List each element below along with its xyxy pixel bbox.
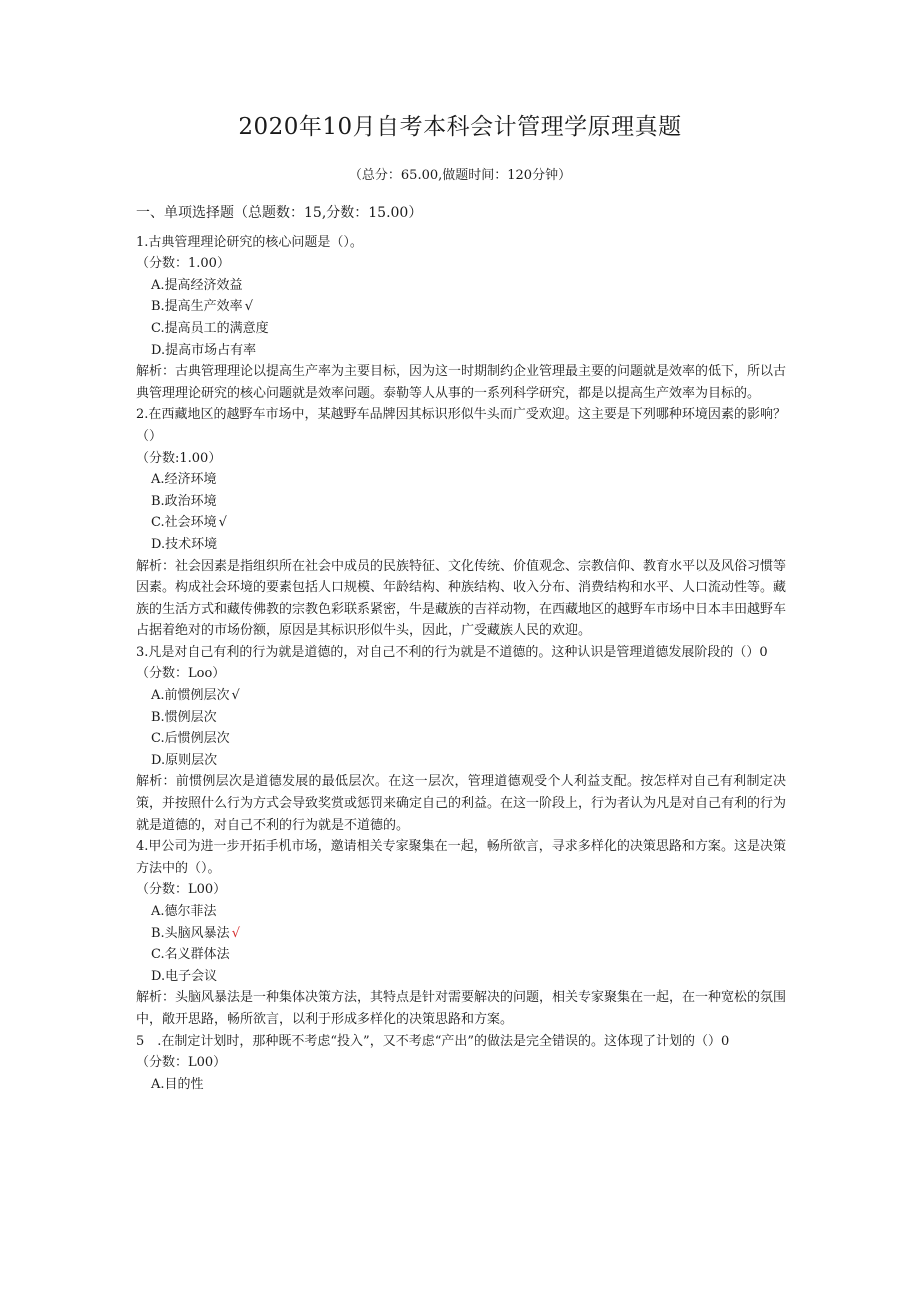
question-2 (136, 404, 786, 642)
option-c: C.提高员工的满意度 (151, 320, 269, 336)
page-title: 2020年10月自考本科会计管理学原理真题 (238, 114, 682, 140)
question-stem: 1.古典管理理论研究的核心问题是（）。 (136, 234, 363, 250)
option-b: B.政治环境 (151, 493, 217, 509)
option-a: A.经济环境 (151, 472, 217, 488)
option-b (136, 923, 786, 945)
option-d: D.提高市场占有率 (151, 342, 257, 358)
question-score: （分数：1.00） (136, 256, 230, 272)
option-text: C.社会环境 (151, 515, 217, 531)
option-a: A.目的性 (151, 1076, 204, 1092)
question-stem: 4.甲公司为进一步开拓手机市场，邀请相关专家聚集在一起，畅所欲言，寻求多样化的决策思路和方案。这是决策方法中的（）。 (136, 839, 786, 876)
question-stem: 5 .在制定计划时，那种既不考虑“投入”，又不考虑“产出”的做法是完全错误的。这体现了计划的（）0 (136, 1033, 730, 1049)
question-score: （分数:1.00） (136, 450, 222, 466)
option-text: A.前惯例层次 (151, 688, 230, 704)
option-b (136, 296, 786, 318)
question-analysis: 解析：前惯例层次是道德发展的最低层次。在这一层次，管理道德观受个人利益支配。按怎样对自己有利制定决策，并按照什么行为方式会导致奖赏或惩罚来确定自己的利益。在这一阶段上，行为者认为凡是对自己有利的行为就是道德的，对自己不利的行为就是不道德的。 (136, 774, 787, 833)
option-c: C.名义群体法 (151, 947, 230, 963)
option-text: B.头脑风暴法 (151, 925, 230, 941)
question-analysis: 解析：头脑风暴法是一种集体决策方法，其特点是针对需要解决的问题，相关专家聚集在一起，在一种宽松的氛围中，敞开思路，畅所欲言，以利于形成多样化的决策思路和方案。 (136, 990, 787, 1027)
correct-check-icon: √ (231, 688, 240, 704)
correct-check-icon: √ (244, 299, 253, 315)
option-d: D.技术环境 (151, 536, 218, 552)
question-analysis: 解析：社会因素是指组织所在社会中成员的民族特征、文化传统、价值观念、宗教信仰、教育水平以及风俗习惯等因素。构成社会环境的要素包括人口规模、年龄结构、种族结构、收入分布、消费结构和水平、人口流动性等。藏族的生活方式和藏传佛教的宗教色彩联系紧密，牛是藏族的吉祥动物，在西藏地区的越野车市场中日本丰田越野车占据着绝对的市场份额，原因是其标识形似牛头，因此，广受藏族人民的欢迎。 (136, 558, 787, 639)
option-b: B.惯例层次 (151, 709, 217, 725)
question-score: （分数：L00） (136, 1055, 227, 1071)
option-a: A.提高经济效益 (151, 277, 243, 293)
question-stem: 3.凡是对自己有利的行为就是道德的，对自己不利的行为就是不道德的。这种认识是管理道德发展阶段的（）0 (136, 644, 768, 660)
option-d: D.原则层次 (151, 752, 218, 768)
section-header: 一、单项选择题（总题数：15,分数：15.00） (136, 205, 423, 221)
option-d: D.电子会议 (151, 968, 218, 984)
option-a (136, 685, 786, 707)
option-text: B.提高生产效率 (151, 299, 243, 315)
question-1 (136, 232, 786, 405)
correct-check-icon: √ (231, 925, 240, 941)
question-analysis: 解析：古典管理理论以提高生产率为主要目标，因为这一时期制约企业管理最主要的问题就是效率的低下，所以古典管理理论研究的核心问题就是效率问题。泰勒等人从事的一系列科学研究，都是以提高生产效率为目标的。 (136, 364, 787, 401)
question-stem: 2.在西藏地区的越野车市场中，某越野车品牌因其标识形似牛头而广受欢迎。这主要是下列哪种环境因素的影响？（） (136, 407, 786, 444)
correct-check-icon: √ (218, 515, 227, 531)
question-5 (136, 1031, 786, 1096)
question-score: （分数：L00） (136, 882, 227, 898)
option-a: A.德尔菲法 (151, 904, 217, 919)
question-score: （分数：Loo） (136, 666, 226, 682)
option-c: C.后惯例层次 (151, 731, 230, 747)
exam-content (136, 203, 786, 1095)
question-3 (136, 642, 786, 836)
question-4 (136, 836, 786, 1030)
exam-info: （总分：65.00,做题时间：120分钟） (348, 168, 572, 183)
option-c (136, 512, 786, 534)
